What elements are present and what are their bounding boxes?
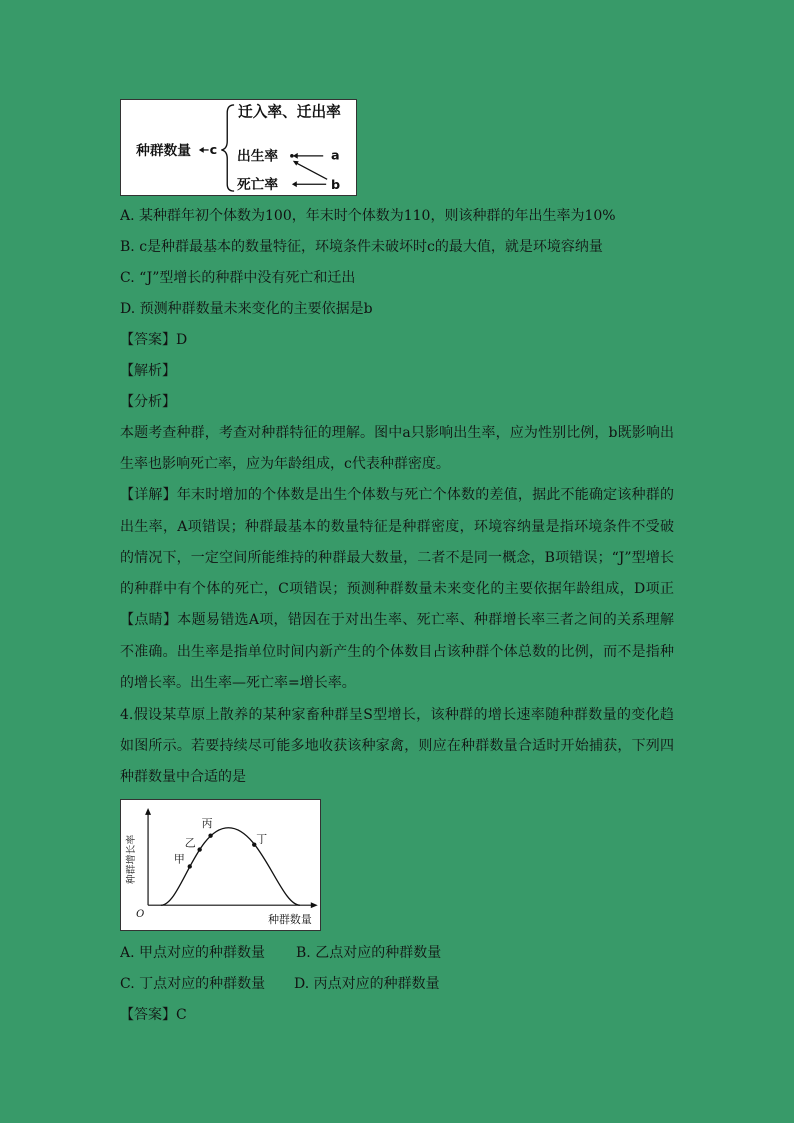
- q3-option-b: B. c是种群最基本的数量特征，环境条件未破坏时c的最大值，就是环境容纳量: [120, 239, 603, 255]
- y-axis-arrow-icon: [145, 808, 151, 815]
- b-label: b: [331, 178, 341, 194]
- analysis-line: 本题考查种群，考查对种群特征的理解。图中a只影响出生率，应为性别比例，b既影响出: [120, 425, 674, 441]
- y-axis-label: 种群增长率: [126, 834, 138, 885]
- growth-rate-curve: [161, 828, 300, 905]
- q4-option-c: C. 丁点对应的种群数量: [120, 976, 266, 992]
- q4-answer: 【答案】C: [120, 1007, 187, 1023]
- a-arrowhead-icon: [293, 153, 298, 159]
- q4-option-b: B. 乙点对应的种群数量: [296, 945, 442, 961]
- q3-answer: 【答案】D: [120, 332, 188, 348]
- population-label: 种群数量: [136, 142, 191, 159]
- x-axis-arrow-icon: [311, 902, 318, 908]
- migration-label: 迁入率、迁出率: [238, 103, 341, 121]
- analysis-heading: 【分析】: [120, 394, 176, 410]
- origin-label: O: [136, 909, 145, 921]
- growth-rate-figure: [120, 799, 321, 931]
- point-bing-label: 丙: [201, 816, 213, 830]
- point-yi: [197, 847, 201, 851]
- brace-icon: [221, 105, 234, 191]
- q4-stem-line: 如图所示。若要持续尽可能多地收获该种家禽，则应在种群数量合适时开始捕获，下列四: [120, 738, 674, 754]
- q4-stem-line: 4.假设某草原上散养的某种家畜种群呈S型增长，该种群的增长速率随种群数量的变化趋: [120, 707, 674, 723]
- q3-option-d: D. 预测种群数量未来变化的主要依据是b: [120, 301, 373, 317]
- diagram-svg: [121, 100, 356, 195]
- a-label: a: [331, 148, 340, 164]
- point-yi-label: 乙: [184, 836, 196, 850]
- q4-stem-line: 种群数量中合适的是: [120, 769, 246, 785]
- growth-rate-svg: [121, 800, 320, 930]
- q3-option-c: C. “J”型增长的种群中没有死亡和迁出: [120, 270, 356, 286]
- q4-option-d: D. 丙点对应的种群数量: [294, 976, 440, 992]
- point-jia: [188, 864, 192, 868]
- tip-line: 【点睛】本题易错选A项，错因在于对出生率、死亡率、种群增长率三者之间的关系理解: [120, 612, 674, 628]
- q3-option-a: A. 某种群年初个体数为100，年末时个体数为110，则该种群的年出生率为10%: [120, 208, 616, 224]
- point-ding-label: 丁: [256, 832, 268, 846]
- birth-rate-label: 出生率: [237, 148, 279, 165]
- detail-line: 出生率，A项错误；种群最基本的数量特征是种群密度，环境容纳量是指环境条件不受破: [120, 519, 674, 535]
- population-characteristics-diagram: [120, 99, 357, 196]
- tip-line: 不准确。出生率是指单位时间内新产生的个体数目占该种群个体总数的比例，而不是指种: [120, 644, 674, 660]
- analysis-line: 生率也影响死亡率，应为年龄组成，c代表种群密度。: [120, 456, 450, 472]
- tip-line: 的增长率。出生率—死亡率=增长率。: [120, 675, 356, 691]
- explanation-heading: 【解析】: [120, 363, 176, 379]
- point-bing: [208, 834, 212, 838]
- detail-line: 的情况下，一定空间所能维持的种群最大数量，二者不是同一概念，B项错误；“J”型增长: [120, 550, 674, 566]
- x-axis-label: 种群数量: [268, 913, 312, 927]
- detail-line: 【详解】年末时增加的个体数是出生个体数与死亡个体数的差值，据此不能确定该种群的: [120, 487, 674, 503]
- b-arrowhead-icon: [292, 181, 297, 187]
- death-rate-label: 死亡率: [237, 177, 279, 194]
- c-label: c: [209, 142, 218, 158]
- c-arrowhead-icon: [199, 147, 204, 153]
- detail-line: 的种群中有个体的死亡，C项错误；预测种群数量未来变化的主要依据年龄组成，D项正: [120, 581, 674, 597]
- b-to-birth-line: [296, 163, 327, 180]
- point-jia-label: 甲: [173, 852, 185, 866]
- q4-option-a: A. 甲点对应的种群数量: [120, 945, 266, 961]
